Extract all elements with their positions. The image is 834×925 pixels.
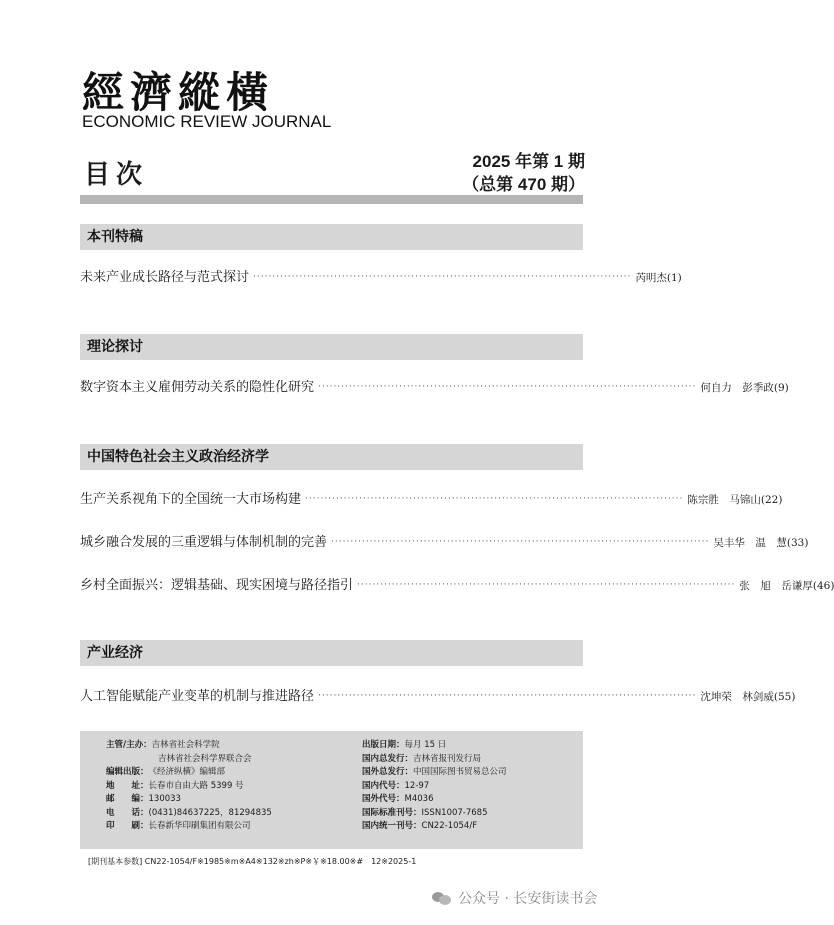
article-author-page: 沈坤荣 林剑威(55) (700, 691, 796, 703)
leader-dots: ·································································································· (357, 580, 736, 590)
section-header: 产业经济 (80, 640, 583, 666)
article-title: 人工智能赋能产业变革的机制与推进路径 (80, 689, 315, 704)
toc-entry[interactable] (80, 487, 783, 507)
article-title: 数字资本主义雇佣劳动关系的隐性化研究 (80, 380, 315, 395)
toc-heading: 目次 (84, 160, 149, 190)
journal-parameters: [期刊基本参数] CN22-1054/F※1985※m※A4※132※zh※P※￥※18.00※# 12※2025-1 (88, 857, 417, 866)
issue-number: 2025 年第 1 期 (472, 152, 585, 171)
leader-dots: ·································································································· (318, 691, 697, 701)
leader-dots: ·································································································· (305, 494, 684, 504)
watermark-text: 公众号 · 长安街读书会 (458, 891, 598, 907)
section-header: 本刊特稿 (80, 224, 583, 250)
leader-dots: ·································································································· (318, 382, 697, 392)
total-issue-number: （总第 470 期） (462, 175, 585, 194)
toc-entry[interactable] (80, 573, 834, 593)
article-author-page: 芮明杰(1) (635, 272, 682, 284)
section-header: 理论探讨 (80, 334, 583, 360)
article-title: 乡村全面振兴：逻辑基础、现实困境与路径指引 (80, 578, 354, 593)
info-right-column: 出版日期： 每月 15 日 国内总发行： 吉林省报刊发行局 国外总发行： 中国国际图书贸易总公司 国内代号： 12-97 国外代号： M4036 国际标准刊号： ISSN1007-7685 国内统一刊号： CN22-1054/F (362, 740, 507, 831)
publication-info-box (80, 731, 583, 849)
article-author-page: 陈宗胜 马锦山(22) (687, 494, 783, 506)
toc-entry[interactable] (80, 530, 809, 550)
wechat-icon (432, 891, 452, 905)
wechat-watermark (432, 888, 597, 908)
toc-entry[interactable] (80, 265, 682, 285)
info-left-column: 主管/主办： 吉林省社会科学院 吉林省社会科学界联合会 编辑出版： 《经济纵横》编辑部 地 址： 长春市自由大路 5399 号 邮 编： 130033 电 话： (0431)84637225，81294835 印 刷： 长春新华印刷集团有限公司 (106, 740, 272, 831)
journal-logo: 經濟縱橫 (82, 68, 275, 117)
article-author-page: 张 旭 岳谦厚(46) (739, 580, 834, 592)
section-header: 中国特色社会主义政治经济学 (80, 444, 583, 470)
leader-dots: ·································································································· (331, 537, 710, 547)
header-divider-bar (80, 195, 583, 204)
article-title: 未来产业成长路径与范式探讨 (80, 270, 250, 285)
toc-entry[interactable] (80, 684, 796, 704)
journal-english-title: ECONOMIC REVIEW JOURNAL (82, 112, 332, 131)
toc-entry[interactable] (80, 375, 789, 395)
article-title: 城乡融合发展的三重逻辑与体制机制的完善 (80, 535, 328, 550)
leader-dots: ·································································································· (253, 272, 632, 282)
article-author-page: 吴丰华 温 慧(33) (713, 537, 809, 549)
article-author-page: 何自力 彭季政(9) (700, 382, 789, 394)
article-title: 生产关系视角下的全国统一大市场构建 (80, 492, 302, 507)
